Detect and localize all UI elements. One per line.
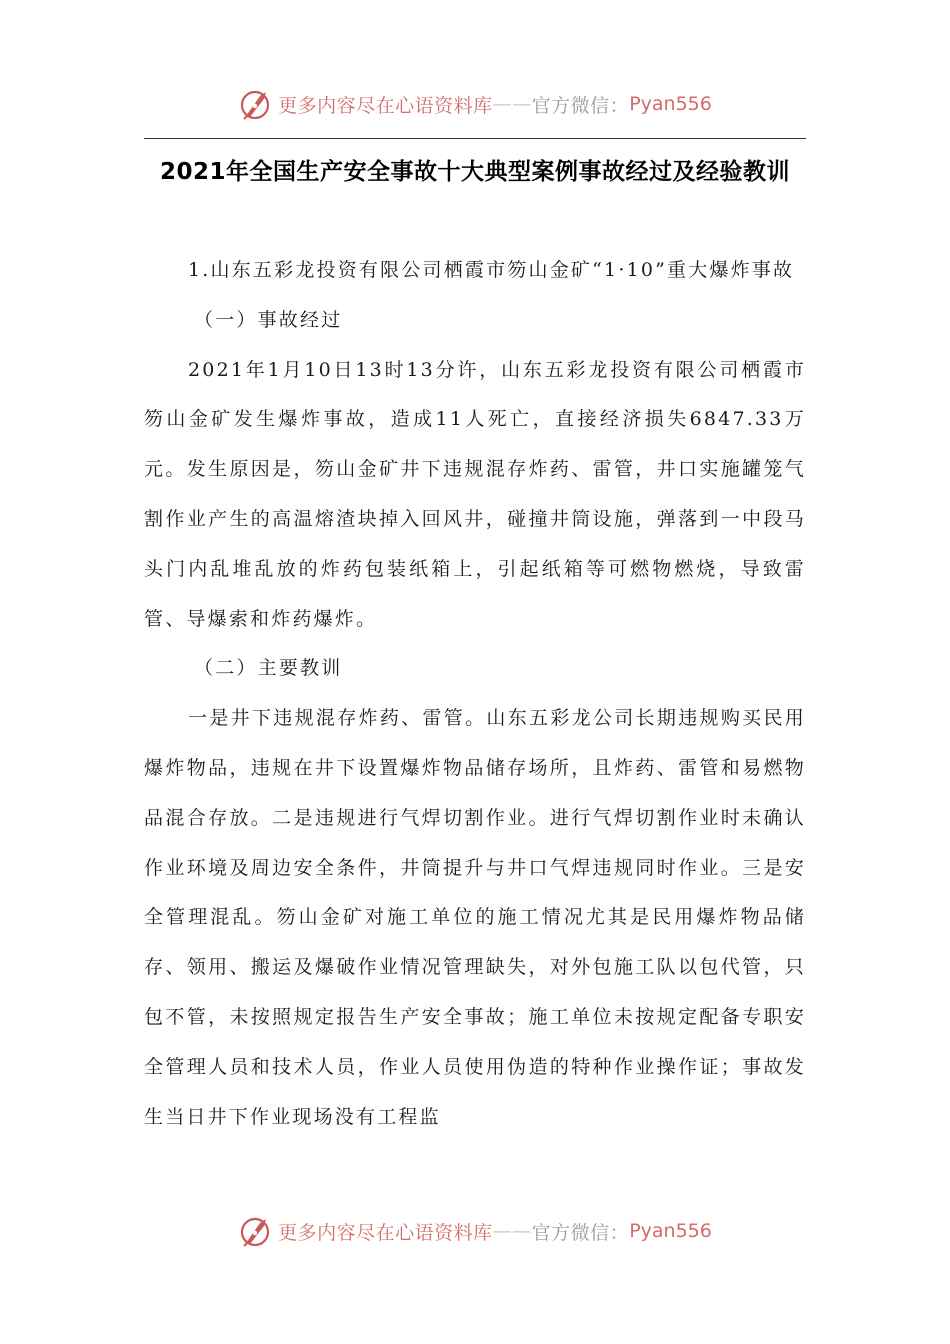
pen-nib-logo-icon [238, 86, 274, 122]
document-body [144, 246, 806, 1142]
header-banner [0, 81, 950, 127]
banner-dash: —— [492, 1220, 532, 1242]
banner-wechat-id: Pyan556 [629, 93, 712, 115]
banner-wechat-label: 官方微信： [531, 1221, 630, 1244]
paragraph-process: 2021年1月10日13时13分许，山东五彩龙投资有限公司栖霞市笏山金矿发生爆炸事故，造成11人死亡，直接经济损失6847.33万元。发生原因是，笏山金矿井下违规混存炸药、雷管，井口实施罐笼气割作业产生的高温熔渣块掉入回风井，碰撞井筒设施，弹落到一中段马头门内乱堆乱放的炸药包装纸箱上，引起纸箱等可燃物燃烧，导致雷管、导爆索和炸药爆炸。 [144, 358, 806, 630]
section-heading-lessons: （二）主要教训 [194, 657, 343, 680]
banner-wechat-label: 官方微信： [531, 94, 630, 117]
footer-banner [0, 1208, 950, 1254]
case-heading: 1.山东五彩龙投资有限公司栖霞市笏山金矿“1·10”重大爆炸事故 [188, 259, 795, 281]
document-title: 2021年全国生产安全事故十大典型案例事故经过及经验教训 [159, 159, 790, 185]
banner-slogan: 更多内容尽在心语资料库 [278, 94, 493, 117]
banner-slogan: 更多内容尽在心语资料库 [278, 1221, 493, 1244]
paragraph-lessons: 一是井下违规混存炸药、雷管。山东五彩龙公司长期违规购买民用爆炸物品，违规在井下设置爆炸物品储存场所，且炸药、雷管和易燃物品混合存放。二是违规进行气焊切割作业。进行气焊切割作业时未确认作业环境及周边安全条件，井筒提升与井口气焊违规同时作业。三是安全管理混乱。笏山金矿对施工单位的施工情况尤其是民用爆炸物品储存、领用、搬运及爆破作业情况管理缺失，对外包施工队以包代管，只包不管，未按照规定报告生产安全事故；施工单位未按规定配备专职安全管理人员和技术人员，作业人员使用伪造的特种作业操作证；事故发生当日井下作业现场没有工程监 [144, 707, 806, 1128]
section-heading-process: （一）事故经过 [194, 308, 343, 331]
pen-nib-logo-icon [238, 1213, 274, 1249]
banner-dash: —— [492, 93, 532, 115]
header-rule [144, 138, 806, 139]
banner-wechat-id: Pyan556 [629, 1220, 712, 1242]
